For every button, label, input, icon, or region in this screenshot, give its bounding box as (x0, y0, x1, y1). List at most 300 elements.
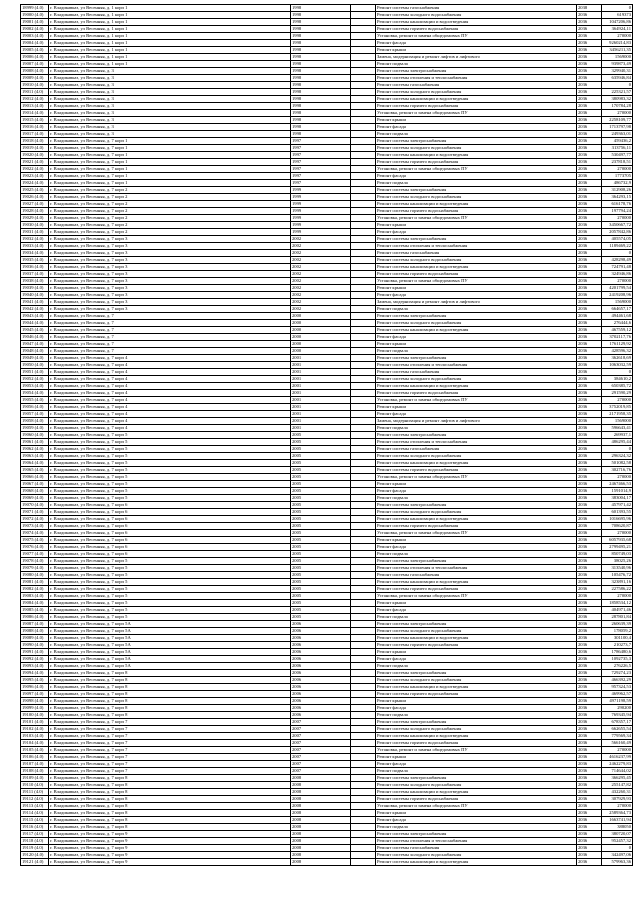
planned-year-cell: 2036 (577, 432, 602, 439)
cost-cell: 366295,45 (602, 775, 633, 782)
blank-cell-cell (351, 733, 376, 740)
planned-year-cell: 2036 (577, 754, 602, 761)
blank-cell-cell (351, 600, 376, 607)
address-cell: г. Владикавказ, ул Весенняя, д. 7 корп 8 (49, 670, 291, 677)
address-cell: г. Владикавказ, ул Весенняя, д. 7 (49, 320, 291, 327)
address-cell: г. Владикавказ, ул Весенняя, д. 3 (49, 68, 291, 75)
work-type-cell: Ремонт системы канализации и водоотведения (376, 635, 577, 642)
record-id-cell: 19013 (4.0) (21, 103, 49, 110)
address-cell: г. Владикавказ, ул Весенняя, д. 7 корп 3 (49, 285, 291, 292)
work-type-cell: Ремонт системы электроснабжения (376, 621, 577, 628)
record-id-cell: 19088 (4.0) (21, 628, 49, 635)
work-type-cell: Установка, ремонт и замена общедомовых ПУ (376, 397, 577, 404)
cost-cell: 362618,69 (602, 355, 633, 362)
table-row (21, 19, 633, 26)
work-type-cell: Ремонт фасада (376, 761, 577, 768)
record-id-cell: 19006 (4.0) (21, 54, 49, 61)
build-year-cell: 1998 (291, 40, 351, 47)
planned-year-cell: 2036 (577, 418, 602, 425)
work-type-cell: Ремонт крыши (376, 117, 577, 124)
cost-cell: 313756,11 (602, 145, 633, 152)
planned-year-cell: 2036 (577, 775, 602, 782)
cost-cell: 1773705 (602, 173, 633, 180)
build-year-cell: 2001 (291, 404, 351, 411)
record-id-cell: 19101 (4.0) (21, 719, 49, 726)
cost-cell: 1569000 (602, 299, 633, 306)
record-id-cell: 19018 (4.0) (21, 138, 49, 145)
work-type-cell: Ремонт системы канализации и водоотведения (376, 579, 577, 586)
blank-cell-cell (351, 390, 376, 397)
planned-year-cell: 2036 (577, 222, 602, 229)
cost-cell: 388050 (602, 824, 633, 831)
blank-cell-cell (351, 383, 376, 390)
table-row (21, 306, 633, 313)
cost-cell: 380983,32 (602, 96, 633, 103)
cost-cell: 469962,57 (602, 691, 633, 698)
work-type-cell: Ремонт крыши (376, 404, 577, 411)
work-type-cell: Замена, модернизация и ремонт лифтов и лифтового (376, 299, 577, 306)
build-year-cell: 1997 (291, 145, 351, 152)
address-cell: г. Владикавказ, ул Весенняя, д. 1 корп 1 (49, 54, 291, 61)
cost-cell: 260639,39 (602, 621, 633, 628)
address-cell: г. Владикавказ, ул Весенняя, д. 3 (49, 96, 291, 103)
address-cell: г. Владикавказ, ул Весенняя, д. 7 корп 8 (49, 803, 291, 810)
build-year-cell: 2002 (291, 271, 351, 278)
planned-year-cell: 2036 (577, 537, 602, 544)
cost-cell: 3450667,72 (602, 222, 633, 229)
build-year-cell: 2005 (291, 488, 351, 495)
planned-year-cell: 2036 (577, 89, 602, 96)
address-cell: г. Владикавказ, ул Весенняя, д. 7 корп 3 (49, 257, 291, 264)
blank-cell-cell (351, 306, 376, 313)
blank-cell-cell (351, 586, 376, 593)
cost-cell: 225321,57 (602, 89, 633, 96)
record-id-cell: 19062 (4.0) (21, 446, 49, 453)
record-id-cell: 19077 (4.0) (21, 551, 49, 558)
planned-year-cell: 2036 (577, 796, 602, 803)
cost-cell: 494461,68 (602, 313, 633, 320)
table-row (21, 124, 633, 131)
planned-year-cell: 2036 (577, 838, 602, 845)
blank-cell-cell (351, 530, 376, 537)
table-row (21, 362, 633, 369)
build-year-cell: 2007 (291, 733, 351, 740)
cost-cell: 1713797,98 (602, 124, 633, 131)
record-id-cell: 19106 (4.0) (21, 754, 49, 761)
cost-cell: 466392,29 (602, 677, 633, 684)
work-type-cell: Ремонт подвала (376, 614, 577, 621)
record-id-cell: 19096 (4.0) (21, 684, 49, 691)
address-cell: г. Владикавказ, ул Весенняя, д. 7 корп 5 (49, 579, 291, 586)
blank-cell-cell (351, 96, 376, 103)
address-cell: г. Владикавказ, ул Весенняя, д. 7 корп 3 (49, 250, 291, 257)
build-year-cell: 2008 (291, 782, 351, 789)
work-type-cell: Ремонт системы канализации и водоотведения (376, 516, 577, 523)
cost-cell: 664657,17 (602, 306, 633, 313)
address-cell: г. Владикавказ, ул Весенняя, д. 7 корп 7 (49, 726, 291, 733)
planned-year-cell: 2036 (577, 236, 602, 243)
cost-cell: 38025,26 (602, 558, 633, 565)
build-year-cell: 2006 (291, 698, 351, 705)
build-year-cell: 1998 (291, 131, 351, 138)
planned-year-cell: 2036 (577, 68, 602, 75)
table-row (21, 229, 633, 236)
table-row (21, 516, 633, 523)
address-cell: г. Владикавказ, ул Весенняя, д. 7 корп 5 (49, 446, 291, 453)
build-year-cell: 2006 (291, 635, 351, 642)
cost-cell: 270000 (602, 215, 633, 222)
table-row (21, 572, 633, 579)
cost-cell: 1569000 (602, 54, 633, 61)
build-year-cell: 2001 (291, 411, 351, 418)
planned-year-cell: 2036 (577, 467, 602, 474)
cost-cell: 405574,05 (602, 236, 633, 243)
planned-year-cell: 2036 (577, 110, 602, 117)
build-year-cell: 2005 (291, 516, 351, 523)
record-id-cell: 19005 (4.0) (21, 47, 49, 54)
table-row (21, 432, 633, 439)
planned-year-cell: 2036 (577, 383, 602, 390)
address-cell: г. Владикавказ, ул Весенняя, д. 7 корп 8 (49, 684, 291, 691)
address-cell: г. Владикавказ, ул Весенняя, д. 7 корп 1 (49, 152, 291, 159)
record-id-cell: 19115 (4.0) (21, 817, 49, 824)
address-cell: г. Владикавказ, ул Весенняя, д. 7 (49, 334, 291, 341)
cost-cell: 0 (602, 82, 633, 89)
cost-cell: 1569000 (602, 418, 633, 425)
blank-cell-cell (351, 481, 376, 488)
address-cell: г. Владикавказ, ул Весенняя, д. 7 корп 8 (49, 691, 291, 698)
table-row (21, 586, 633, 593)
address-cell: г. Владикавказ, ул Весенняя, д. 7 корп 5 (49, 572, 291, 579)
table-row (21, 285, 633, 292)
planned-year-cell: 2036 (577, 446, 602, 453)
table-row (21, 544, 633, 551)
cost-cell: 501082,58 (602, 460, 633, 467)
cost-cell: 6057935,68 (602, 537, 633, 544)
address-cell: г. Владикавказ, ул Весенняя, д. 7 корп 3 (49, 292, 291, 299)
blank-cell-cell (351, 453, 376, 460)
planned-year-cell: 2038 (577, 5, 602, 12)
address-cell: г. Владикавказ, ул Весенняя, д. 7 (49, 341, 291, 348)
blank-cell-cell (351, 544, 376, 551)
work-type-cell: Ремонт крыши (376, 222, 577, 229)
record-id-cell: 19092 (4.0) (21, 656, 49, 663)
address-cell: г. Владикавказ, ул Весенняя, д. 7 корп 6 (49, 530, 291, 537)
planned-year-cell: 2036 (577, 705, 602, 712)
planned-year-cell: 2036 (577, 61, 602, 68)
table-row (21, 348, 633, 355)
blank-cell-cell (351, 131, 376, 138)
address-cell: г. Владикавказ, ул Весенняя, д. 7 корп 5 (49, 481, 291, 488)
address-cell: г. Владикавказ, ул Весенняя, д. 7 корп 5 (49, 593, 291, 600)
planned-year-cell: 2036 (577, 768, 602, 775)
record-id-cell: 19025 (4.0) (21, 187, 49, 194)
address-cell: г. Владикавказ, ул Весенняя, д. 3 (49, 110, 291, 117)
planned-year-cell: 2036 (577, 194, 602, 201)
record-id-cell: 19022 (4.0) (21, 166, 49, 173)
table-row (21, 446, 633, 453)
table-row (21, 40, 633, 47)
work-type-cell: Ремонт фасада (376, 705, 577, 712)
planned-year-cell: 2036 (577, 649, 602, 656)
work-type-cell: Ремонт системы канализации и водоотведения (376, 201, 577, 208)
cost-cell: 650385,72 (602, 383, 633, 390)
cost-cell: 301100,4 (602, 635, 633, 642)
table-row (21, 810, 633, 817)
build-year-cell: 2006 (291, 712, 351, 719)
cost-cell: 1016695,96 (602, 516, 633, 523)
blank-cell-cell (351, 831, 376, 838)
build-year-cell: 2005 (291, 614, 351, 621)
address-cell: г. Владикавказ, ул Весенняя, д. 3 (49, 75, 291, 82)
blank-cell-cell (351, 803, 376, 810)
table-row (21, 824, 633, 831)
record-id-cell: 19112 (4.0) (21, 796, 49, 803)
table-row (21, 775, 633, 782)
address-cell: г. Владикавказ, ул Весенняя, д. 7 корп 5 (49, 453, 291, 460)
cost-cell: 324946,86 (602, 271, 633, 278)
cost-cell: 302716,76 (602, 467, 633, 474)
work-type-cell: Ремонт системы электроснабжения (376, 313, 577, 320)
work-type-cell: Ремонт системы канализации и водоотведения (376, 19, 577, 26)
blank-cell-cell (351, 579, 376, 586)
planned-year-cell: 2036 (577, 40, 602, 47)
table-row (21, 327, 633, 334)
blank-cell-cell (351, 124, 376, 131)
address-cell: г. Владикавказ, ул Весенняя, д. 7 корп 3 (49, 264, 291, 271)
blank-cell-cell (351, 474, 376, 481)
table-row (21, 712, 633, 719)
address-cell: г. Владикавказ, ул Весенняя, д. 7 корп 1 (49, 159, 291, 166)
work-type-cell: Ремонт системы газоснабжения (376, 845, 577, 852)
planned-year-cell: 2036 (577, 138, 602, 145)
planned-year-cell: 2036 (577, 33, 602, 40)
build-year-cell: 2000 (291, 348, 351, 355)
blank-cell-cell (351, 411, 376, 418)
record-id-cell: 19024 (4.0) (21, 180, 49, 187)
planned-year-cell: 2036 (577, 362, 602, 369)
build-year-cell: 2005 (291, 495, 351, 502)
cost-cell: 1591014,9 (602, 488, 633, 495)
cost-cell: 270000 (602, 474, 633, 481)
table-row (21, 460, 633, 467)
cost-cell: 952457,32 (602, 838, 633, 845)
address-cell: г. Владикавказ, ул Весенняя, д. 7 корп 8 (49, 698, 291, 705)
work-type-cell: Ремонт системы отопления и теплоснабжения (376, 243, 577, 250)
work-type-cell: Ремонт системы горячего водоснабжения (376, 390, 577, 397)
address-cell: г. Владикавказ, ул Весенняя, д. 7 корп 4 (49, 355, 291, 362)
cost-cell: 939873,49 (602, 61, 633, 68)
build-year-cell: 2000 (291, 341, 351, 348)
build-year-cell: 2006 (291, 663, 351, 670)
build-year-cell: 2005 (291, 593, 351, 600)
planned-year-cell: 2036 (577, 299, 602, 306)
address-cell: г. Владикавказ, ул Весенняя, д. 3 (49, 124, 291, 131)
cost-cell: 724791,48 (602, 264, 633, 271)
table-row (21, 68, 633, 75)
address-cell: г. Владикавказ, ул Весенняя, д. 7 корп 5 (49, 600, 291, 607)
blank-cell-cell (351, 705, 376, 712)
planned-year-cell: 2036 (577, 593, 602, 600)
table-row (21, 677, 633, 684)
address-cell: г. Владикавказ, ул Весенняя, д. 7 корп 5А (49, 628, 291, 635)
address-cell: г. Владикавказ, ул Весенняя, д. 7 корп 8 (49, 817, 291, 824)
cost-cell: 270000 (602, 803, 633, 810)
build-year-cell: 2006 (291, 642, 351, 649)
work-type-cell: Ремонт системы газоснабжения (376, 572, 577, 579)
address-cell: г. Владикавказ, ул Весенняя, д. 7 корп 4 (49, 376, 291, 383)
table-row (21, 383, 633, 390)
address-cell: г. Владикавказ, ул Весенняя, д. 7 корп 7 (49, 719, 291, 726)
work-type-cell: Ремонт подвала (376, 663, 577, 670)
work-type-cell: Ремонт системы холодного водоснабжения (376, 194, 577, 201)
planned-year-cell: 2036 (577, 691, 602, 698)
record-id-cell: 19100 (4.0) (21, 712, 49, 719)
record-id-cell: 19078 (4.0) (21, 558, 49, 565)
build-year-cell: 2008 (291, 817, 351, 824)
cost-cell: 486732,9 (602, 180, 633, 187)
blank-cell-cell (351, 222, 376, 229)
table-row (21, 75, 633, 82)
cost-cell: 105476,72 (602, 572, 633, 579)
work-type-cell: Ремонт системы отопления и теплоснабжения (376, 565, 577, 572)
cost-cell: 530497,77 (602, 152, 633, 159)
blank-cell-cell (351, 12, 376, 19)
cost-cell: 2799495,21 (602, 544, 633, 551)
blank-cell-cell (351, 68, 376, 75)
work-type-cell: Ремонт системы электроснабжения (376, 355, 577, 362)
cost-cell: 2258109,77 (602, 117, 633, 124)
table-row (21, 439, 633, 446)
work-type-cell: Ремонт крыши (376, 47, 577, 54)
planned-year-cell: 2036 (577, 75, 602, 82)
blank-cell-cell (351, 334, 376, 341)
planned-year-cell: 2036 (577, 404, 602, 411)
build-year-cell: 1998 (291, 54, 351, 61)
blank-cell-cell (351, 551, 376, 558)
planned-year-cell: 2036 (577, 124, 602, 131)
record-id-cell: 19044 (4.0) (21, 320, 49, 327)
cost-cell: 616178,76 (602, 201, 633, 208)
work-type-cell: Ремонт системы горячего водоснабжения (376, 586, 577, 593)
address-cell: г. Владикавказ, ул Весенняя, д. 7 корп 5 (49, 614, 291, 621)
address-cell: г. Владикавказ, ул Весенняя, д. 7 корп 9 (49, 859, 291, 866)
table-row (21, 103, 633, 110)
build-year-cell: 2005 (291, 446, 351, 453)
build-year-cell: 2006 (291, 684, 351, 691)
address-cell: г. Владикавказ, ул Весенняя, д. 7 корп 3 (49, 236, 291, 243)
address-cell: г. Владикавказ, ул Весенняя, д. 7 корп 5 (49, 558, 291, 565)
table-row (21, 320, 633, 327)
blank-cell-cell (351, 838, 376, 845)
address-cell: г. Владикавказ, ул Весенняя, д. 7 корп 7 (49, 747, 291, 754)
address-cell: г. Владикавказ, ул Весенняя, д. 7 корп 3 (49, 299, 291, 306)
work-type-cell: Ремонт системы горячего водоснабжения (376, 271, 577, 278)
planned-year-cell: 2036 (577, 726, 602, 733)
table-row (21, 495, 633, 502)
planned-year-cell: 2036 (577, 187, 602, 194)
record-id-cell: 19091 (4.0) (21, 649, 49, 656)
record-id-cell: 19061 (4.0) (21, 439, 49, 446)
cost-cell: 0 (602, 250, 633, 257)
build-year-cell: 2005 (291, 558, 351, 565)
planned-year-cell: 2036 (577, 54, 602, 61)
work-type-cell: Замена, модернизация и ремонт лифтов и лифтового (376, 418, 577, 425)
planned-year-cell: 2036 (577, 530, 602, 537)
build-year-cell: 2006 (291, 691, 351, 698)
work-type-cell: Ремонт фасада (376, 817, 577, 824)
planned-year-cell: 2036 (577, 460, 602, 467)
table-row (21, 26, 633, 33)
record-id-cell: 19028 (4.0) (21, 208, 49, 215)
record-id-cell: 19010 (4.0) (21, 82, 49, 89)
table-row (21, 201, 633, 208)
work-type-cell: Ремонт подвала (376, 495, 577, 502)
blank-cell-cell (351, 26, 376, 33)
address-cell: г. Владикавказ, ул Весенняя, д. 7 корп 5 (49, 460, 291, 467)
blank-cell-cell (351, 495, 376, 502)
record-id-cell: 19105 (4.0) (21, 747, 49, 754)
table-row (21, 404, 633, 411)
blank-cell-cell (351, 355, 376, 362)
record-id-cell: 19021 (4.0) (21, 159, 49, 166)
record-id-cell: 19080 (4.0) (21, 572, 49, 579)
planned-year-cell: 2036 (577, 355, 602, 362)
record-id-cell: 19001 (4.0) (21, 19, 49, 26)
address-cell: г. Владикавказ, ул Весенняя, д. 7 корп 7 (49, 754, 291, 761)
work-type-cell: Ремонт фасада (376, 656, 577, 663)
address-cell: г. Владикавказ, ул Весенняя, д. 1 корп 1 (49, 5, 291, 12)
build-year-cell: 2000 (291, 320, 351, 327)
planned-year-cell: 2036 (577, 271, 602, 278)
table-row (21, 642, 633, 649)
cost-cell: 270000 (602, 747, 633, 754)
blank-cell-cell (351, 159, 376, 166)
address-cell: г. Владикавказ, ул Весенняя, д. 7 корп 1 (49, 180, 291, 187)
record-id-cell: 19038 (4.0) (21, 278, 49, 285)
build-year-cell: 2006 (291, 705, 351, 712)
build-year-cell: 1998 (291, 12, 351, 19)
build-year-cell: 2008 (291, 789, 351, 796)
cost-cell: 270000 (602, 110, 633, 117)
record-id-cell: 19035 (4.0) (21, 257, 49, 264)
record-id-cell: 19014 (4.0) (21, 110, 49, 117)
table-row (21, 635, 633, 642)
planned-year-cell: 2036 (577, 215, 602, 222)
table-row (21, 243, 633, 250)
address-cell: г. Владикавказ, ул Весенняя, д. 7 корп 5 (49, 586, 291, 593)
work-type-cell: Ремонт системы холодного водоснабжения (376, 453, 577, 460)
record-id-cell: 19057 (4.0) (21, 411, 49, 418)
build-year-cell: 1998 (291, 5, 351, 12)
blank-cell-cell (351, 782, 376, 789)
blank-cell-cell (351, 152, 376, 159)
build-year-cell: 1999 (291, 194, 351, 201)
table-row (21, 691, 633, 698)
table-row (21, 600, 633, 607)
build-year-cell: 2008 (291, 810, 351, 817)
address-cell: г. Владикавказ, ул Весенняя, д. 7 корп 8 (49, 712, 291, 719)
table-row (21, 138, 633, 145)
address-cell: г. Владикавказ, ул Весенняя, д. 7 корп 2 (49, 229, 291, 236)
table-row (21, 698, 633, 705)
record-id-cell: 19103 (4.0) (21, 733, 49, 740)
build-year-cell: 2002 (291, 243, 351, 250)
planned-year-cell: 2036 (577, 208, 602, 215)
planned-year-cell: 2036 (577, 453, 602, 460)
record-id-cell: 19097 (4.0) (21, 691, 49, 698)
table-row (21, 488, 633, 495)
